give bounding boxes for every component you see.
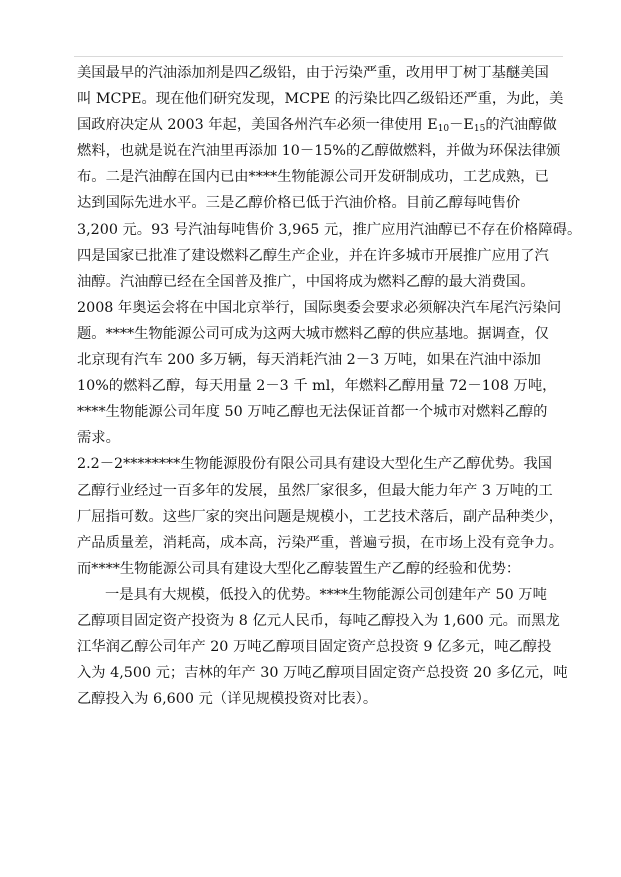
text-line-12: 北京现有汽车 200 多万辆，每天消耗汽油 2－3 万吨，如果在汽油中添加 xyxy=(77,352,541,369)
text-line-18: 厂屈指可数。这些厂家的突出问题是规模小，工艺技术落后，副产品种类少， xyxy=(77,508,564,525)
text-line-8: 四是国家已批准了建设燃料乙醇生产企业，并在许多城市开展推广应用了汽 xyxy=(77,247,549,264)
text-line-13: 10%的燃料乙醇，每天用量 2－3 千 ml，年燃料乙醇用量 72－108 万吨， xyxy=(77,378,557,395)
text-line-25: 乙醇投入为 6,600 元（详见规模投资对比表）。 xyxy=(77,691,378,708)
text-line-14: ****生物能源公司年度 50 万吨乙醇也无法保证首都一个城市对燃料乙醇的 xyxy=(77,404,548,421)
text-line-16: 2.2－2********生物能源股份有限公司具有建设大型化生产乙醇优势。我国 xyxy=(77,456,553,473)
text-line-24: 入为 4,500 元；吉林的年产 30 万吨乙醇项目固定资产总投资 20 多亿元，吨 xyxy=(77,665,568,682)
text-line-3-part-b: －E xyxy=(449,117,474,134)
document-body xyxy=(77,60,582,712)
text-line-20: 而****生物能源公司具有建设大型化乙醇装置生产乙醇的经验和优势： xyxy=(77,560,521,577)
text-line-7: 3,200 元。93 号汽油每吨售价 3,965 元，推广应用汽油醇已不存在价格障碍。 xyxy=(77,221,582,238)
text-line-21: 一是具有大规模，低投入的优势。****生物能源公司创建年产 50 万吨 xyxy=(105,586,547,603)
text-line-3-part-a: 国政府决定从 2003 年起，美国各州汽车必须一律使用 E xyxy=(77,117,438,134)
text-line-17: 乙醇行业经过一百多年的发展，虽然厂家很多，但最大能力年产 3 万吨的工 xyxy=(77,482,553,499)
subscript-15: 15 xyxy=(473,124,486,135)
text-line-5: 布。二是汽油醇在国内已由****生物能源公司开发研制成功，工艺成熟，已 xyxy=(77,169,549,186)
text-line-10: 2008 年奥运会将在中国北京举行，国际奥委会要求必须解决汽车尾汽污染问 xyxy=(77,299,562,316)
text-line-22: 乙醇项目固定资产投资为 8 亿元人民币，每吨乙醇投入为 1,600 元。而黑龙 xyxy=(77,612,560,629)
text-line-1: 美国最早的汽油添加剂是四乙级铅，由于污染严重，改用甲丁树丁基醚美国 xyxy=(77,65,549,81)
subscript-10: 10 xyxy=(437,124,450,135)
text-line-23: 江华润乙醇公司年产 20 万吨乙醇项目固定资产总投资 9 亿多元，吨乙醇投 xyxy=(77,639,552,656)
text-line-19: 产品质量差，消耗高，成本高，污染严重，普遍亏损，在市场上没有竞争力。 xyxy=(77,534,564,551)
text-line-2: 叫 MCPE。现在他们研究发现，MCPE 的污染比四乙级铅还严重，为此，美 xyxy=(77,91,564,108)
text-line-4: 燃料，也就是说在汽油里再添加 10－15%的乙醇做燃料，并做为环保法律颁 xyxy=(77,143,561,160)
text-line-11: 题。****生物能源公司可成为这两大城市燃料乙醇的供应基地。据调查，仅 xyxy=(77,325,549,342)
text-line-3 xyxy=(77,112,567,138)
text-line-15: 需求。 xyxy=(77,430,120,447)
text-line-6: 达到国际先进水平。三是乙醇价格已低于汽油价格。目前乙醇每吨售价 xyxy=(77,195,521,212)
header-rule xyxy=(74,56,563,57)
text-line-9: 油醇。汽油醇已经在全国普及推广，中国将成为燃料乙醇的最大消费国。 xyxy=(77,273,535,290)
text-line-3-part-c: 的汽油醇做 xyxy=(485,117,557,134)
